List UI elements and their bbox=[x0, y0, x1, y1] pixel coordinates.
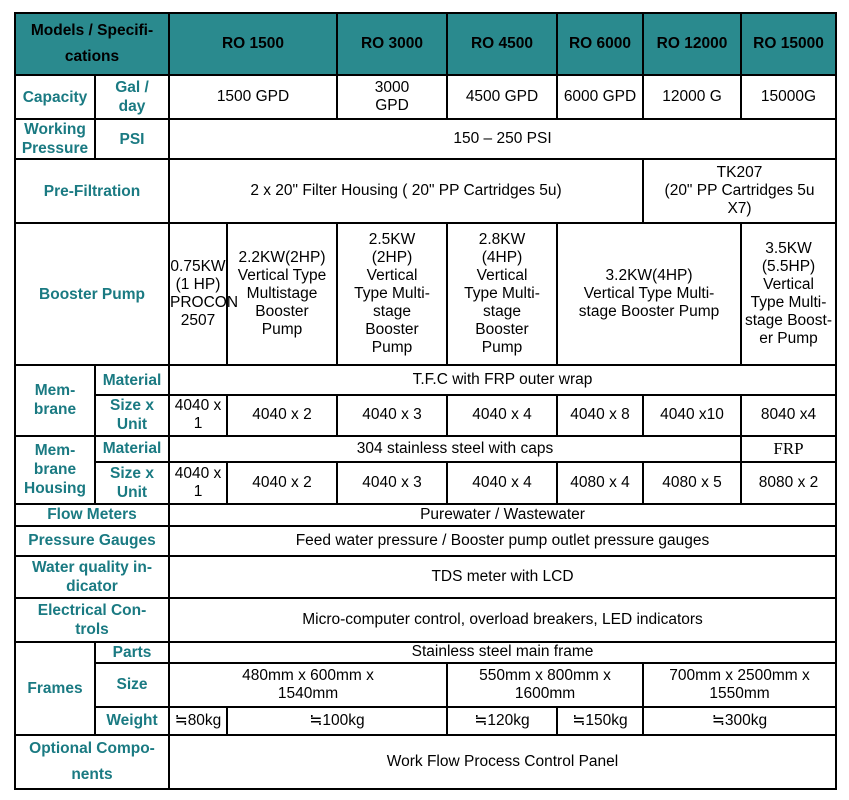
pressure-gauges-label: Pressure Gauges bbox=[15, 526, 169, 556]
frames-size-value: 700mm x 2500mm x 1550mm bbox=[643, 663, 836, 707]
frames-parts-row bbox=[15, 642, 836, 663]
membrane-housing-size-label: Size x Unit bbox=[95, 462, 169, 504]
model-header: RO 1500 bbox=[169, 13, 337, 75]
flow-meters-value: Purewater / Wastewater bbox=[169, 504, 836, 526]
membrane-size-value: 8040 x4 bbox=[741, 395, 836, 435]
membrane-housing-size-value: 4040 x 4 bbox=[447, 462, 557, 504]
optional-components-label: Optional Compo- nents bbox=[15, 735, 169, 789]
frames-size-value: 480mm x 600mm x 1540mm bbox=[169, 663, 447, 707]
working-pressure-unit: PSI bbox=[95, 119, 169, 159]
membrane-size-value: 4040 x 1 bbox=[169, 395, 227, 435]
electrical-controls-row bbox=[15, 598, 836, 642]
booster-pump-value: 3.5KW (5.5HP) Vertical Type Multi- stage Boost- er Pump bbox=[741, 223, 836, 365]
frames-weight-value: ≒120kg bbox=[447, 707, 557, 735]
frames-parts-label: Parts bbox=[95, 642, 169, 663]
pre-filtration-row bbox=[15, 159, 836, 223]
frames-weight-row bbox=[15, 707, 836, 735]
water-quality-value: TDS meter with LCD bbox=[169, 556, 836, 598]
capacity-value: 1500 GPD bbox=[169, 75, 337, 119]
working-pressure-row bbox=[15, 119, 836, 159]
capacity-value: 15000G bbox=[741, 75, 836, 119]
capacity-value: 6000 GPD bbox=[557, 75, 643, 119]
membrane-housing-material-value: 304 stainless steel with caps bbox=[169, 436, 741, 462]
frames-size-label: Size bbox=[95, 663, 169, 707]
membrane-housing-material-row bbox=[15, 436, 836, 462]
model-header: RO 6000 bbox=[557, 13, 643, 75]
booster-pump-value: 3.2KW(4HP) Vertical Type Multi- stage Booster Pump bbox=[557, 223, 741, 365]
working-pressure-value: 150 – 250 PSI bbox=[169, 119, 836, 159]
capacity-unit: Gal / day bbox=[95, 75, 169, 119]
working-pressure-label: Working Pressure bbox=[15, 119, 95, 159]
optional-components-value: Work Flow Process Control Panel bbox=[169, 735, 836, 789]
booster-pump-value: 0.75KW (1 HP) PROCON 2507 bbox=[169, 223, 227, 365]
pressure-gauges-row bbox=[15, 526, 836, 556]
water-quality-label: Water quality in- dicator bbox=[15, 556, 169, 598]
frames-weight-value: ≒150kg bbox=[557, 707, 643, 735]
frames-weight-label: Weight bbox=[95, 707, 169, 735]
frames-weight-value: ≒80kg bbox=[169, 707, 227, 735]
model-header: RO 12000 bbox=[643, 13, 741, 75]
flow-meters-label: Flow Meters bbox=[15, 504, 169, 526]
membrane-housing-material-frp: FRP bbox=[741, 436, 836, 462]
pre-filtration-value-tk207: TK207 (20" PP Cartridges 5u X7) bbox=[643, 159, 836, 223]
electrical-controls-value: Micro-computer control, overload breakers, LED indicators bbox=[169, 598, 836, 642]
membrane-housing-size-value: 4040 x 1 bbox=[169, 462, 227, 504]
membrane-size-value: 4040 x 3 bbox=[337, 395, 447, 435]
capacity-value: 3000 GPD bbox=[337, 75, 447, 119]
membrane-size-value: 4040 x10 bbox=[643, 395, 741, 435]
optional-components-row bbox=[15, 735, 836, 789]
electrical-controls-label: Electrical Con- trols bbox=[15, 598, 169, 642]
membrane-housing-size-value: 4080 x 4 bbox=[557, 462, 643, 504]
membrane-housing-size-value: 8080 x 2 bbox=[741, 462, 836, 504]
frames-size-row bbox=[15, 663, 836, 707]
membrane-size-value: 4040 x 2 bbox=[227, 395, 337, 435]
header-corner: Models / Specifi- cations bbox=[15, 13, 169, 75]
membrane-size-value: 4040 x 8 bbox=[557, 395, 643, 435]
booster-pump-row bbox=[15, 223, 836, 365]
booster-pump-value: 2.5KW (2HP) Vertical Type Multi- stage Booster Pump bbox=[337, 223, 447, 365]
capacity-label: Capacity bbox=[15, 75, 95, 119]
membrane-housing-size-value: 4040 x 2 bbox=[227, 462, 337, 504]
membrane-label: Mem- brane bbox=[15, 365, 95, 435]
membrane-housing-size-value: 4040 x 3 bbox=[337, 462, 447, 504]
water-quality-row bbox=[15, 556, 836, 598]
booster-pump-value: 2.8KW (4HP) Vertical Type Multi- stage Booster Pump bbox=[447, 223, 557, 365]
booster-pump-label: Booster Pump bbox=[15, 223, 169, 365]
model-header: RO 3000 bbox=[337, 13, 447, 75]
pre-filtration-label: Pre-Filtration bbox=[15, 159, 169, 223]
frames-label: Frames bbox=[15, 642, 95, 735]
frames-size-value: 550mm x 800mm x 1600mm bbox=[447, 663, 643, 707]
membrane-housing-label: Mem- brane Housing bbox=[15, 436, 95, 504]
membrane-size-value: 4040 x 4 bbox=[447, 395, 557, 435]
model-header: RO 4500 bbox=[447, 13, 557, 75]
membrane-size-row bbox=[15, 395, 836, 435]
capacity-row bbox=[15, 75, 836, 119]
membrane-material-value: T.F.C with FRP outer wrap bbox=[169, 365, 836, 395]
membrane-size-label: Size x Unit bbox=[95, 395, 169, 435]
membrane-housing-size-value: 4080 x 5 bbox=[643, 462, 741, 504]
membrane-material-label: Material bbox=[95, 365, 169, 395]
pressure-gauges-value: Feed water pressure / Booster pump outlet pressure gauges bbox=[169, 526, 836, 556]
membrane-housing-material-label: Material bbox=[95, 436, 169, 462]
frames-weight-value: ≒300kg bbox=[643, 707, 836, 735]
membrane-housing-size-row bbox=[15, 462, 836, 504]
flow-meters-row bbox=[15, 504, 836, 526]
pre-filtration-value: 2 x 20" Filter Housing ( 20" PP Cartridges 5u) bbox=[169, 159, 643, 223]
header-row bbox=[15, 13, 836, 75]
membrane-material-row bbox=[15, 365, 836, 395]
frames-weight-value: ≒100kg bbox=[227, 707, 447, 735]
capacity-value: 4500 GPD bbox=[447, 75, 557, 119]
booster-pump-value: 2.2KW(2HP) Vertical Type Multistage Booster Pump bbox=[227, 223, 337, 365]
model-header: RO 15000 bbox=[741, 13, 836, 75]
capacity-value: 12000 G bbox=[643, 75, 741, 119]
frames-parts-value: Stainless steel main frame bbox=[169, 642, 836, 663]
specification-table bbox=[14, 12, 837, 790]
